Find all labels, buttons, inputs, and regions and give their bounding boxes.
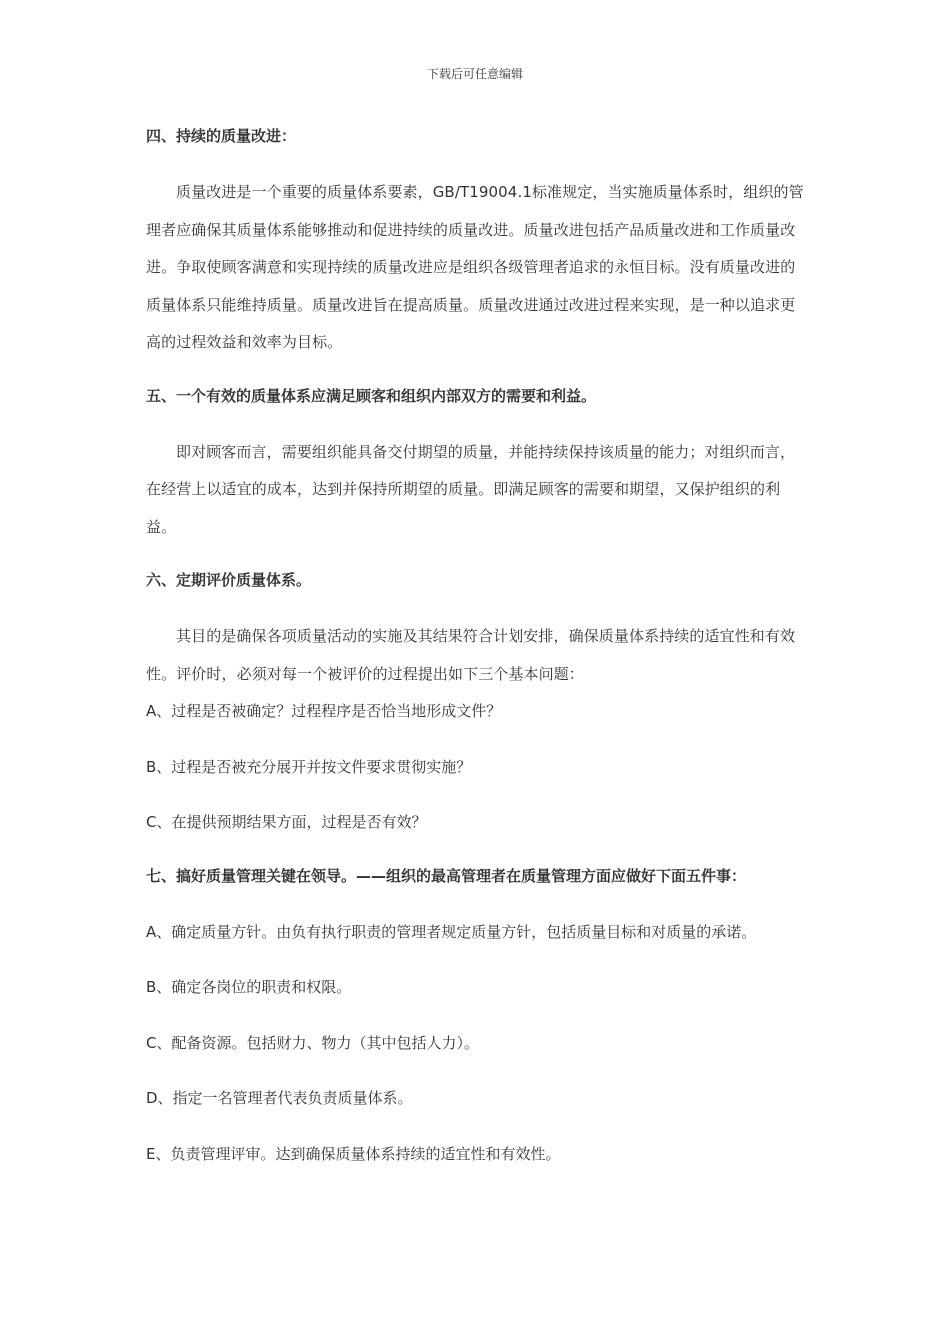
section-paragraph-4: 质量改进是一个重要的质量体系要素，GB/T19004.1标准规定，当实施质量体系时，组织的管理者应确保其质量体系能够推动和促进持续的质量改进。质量改进包括产品质量改进和工作质量改进。争取使顾客满意和实现持续的质量改进应是组织各级管理者追求的永恒目标。没有质量改进的质量体系只能维持质量。质量改进旨在提高质量。质量改进通过改进过程来实现，是一种以追求更高的过程效益和效率为目标。	[146, 183, 804, 351]
list-item: E、负责管理评审。达到确保质量体系持续的适宜性和有效性。	[146, 1144, 561, 1163]
section-heading-4: 四、持续的质量改进：	[146, 127, 297, 145]
list-item: B、过程是否被充分展开并按文件要求贯彻实施？	[146, 757, 472, 776]
list-item: C、在提供预期结果方面，过程是否有效？	[146, 813, 427, 831]
section-heading-7: 七、搞好质量管理关键在领导。——组织的最高管理者在质量管理方面应做好下面五件事：	[146, 866, 747, 885]
list-item: C、配备资源。包括财力、物力（其中包括人力）。	[146, 1033, 479, 1052]
list-item: A、过程是否被确定？过程程序是否恰当地形成文件？	[146, 702, 502, 720]
section-heading-6: 六、定期评价质量体系。	[146, 571, 312, 589]
list-item: D、指定一名管理者代表负责质量体系。	[146, 1089, 413, 1107]
section-paragraph-6: 其目的是确保各项质量活动的实施及其结果符合计划安排，确保质量体系持续的适宜性和有效性。评价时，必须对每一个被评价的过程提出如下三个基本问题：	[146, 627, 796, 683]
section-paragraph-5: 即对顾客而言，需要组织能具备交付期望的质量，并能持续保持该质量的能力；对组织而言，在经营上以适宜的成本，达到并保持所期望的质量。即满足顾客的需要和期望，又保护组织的利益。	[146, 442, 796, 536]
section-heading-5: 五、一个有效的质量体系应满足顾客和组织内部双方的需要和利益。	[146, 386, 597, 405]
page-header: 下载后可任意编辑	[426, 67, 523, 81]
list-item: B、确定各岗位的职责和权限。	[146, 978, 352, 996]
list-item: A、确定质量方针。由负有执行职责的管理者规定质量方针，包括质量目标和对质量的承诺。	[146, 922, 757, 941]
document-body	[146, 122, 806, 1173]
